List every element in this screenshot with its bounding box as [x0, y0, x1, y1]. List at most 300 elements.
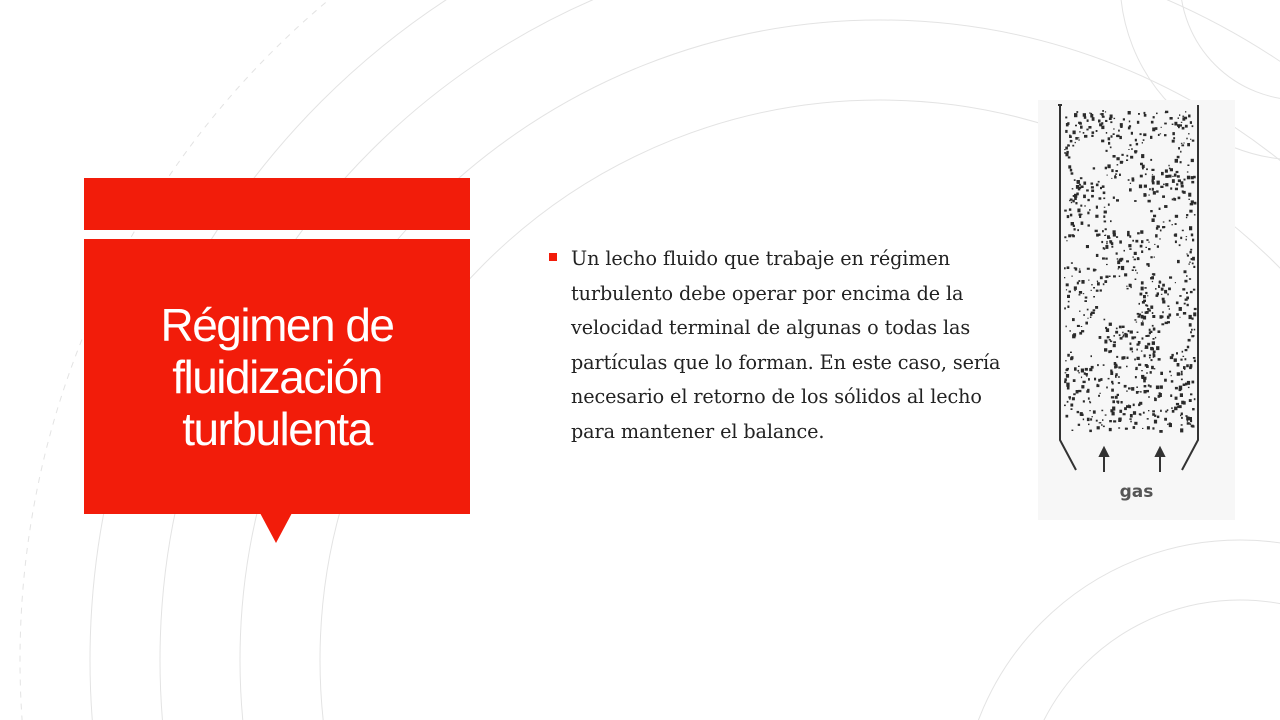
particle: [1187, 255, 1189, 257]
particle: [1130, 286, 1131, 288]
particle: [1089, 113, 1091, 114]
particle: [1190, 121, 1192, 124]
particle: [1109, 339, 1111, 341]
particle: [1155, 337, 1156, 339]
particle: [1135, 240, 1138, 243]
particle: [1188, 387, 1190, 388]
particle: [1162, 311, 1164, 313]
particle: [1124, 273, 1127, 276]
particle: [1064, 267, 1066, 269]
particle: [1193, 382, 1194, 383]
particle: [1083, 132, 1085, 134]
particle: [1106, 150, 1108, 152]
particle: [1159, 281, 1162, 283]
particle: [1077, 180, 1080, 184]
particle: [1119, 174, 1121, 176]
particle: [1169, 308, 1170, 309]
particle: [1064, 236, 1066, 238]
particle: [1113, 133, 1115, 135]
particle: [1070, 330, 1071, 332]
particle: [1151, 359, 1153, 361]
particle: [1144, 114, 1147, 117]
particle: [1064, 381, 1066, 383]
particle: [1064, 405, 1066, 407]
particle: [1131, 387, 1134, 391]
particle: [1125, 428, 1128, 430]
particle: [1185, 111, 1186, 112]
particle: [1092, 416, 1093, 417]
particle: [1107, 336, 1110, 338]
particle: [1083, 400, 1085, 402]
particle: [1183, 384, 1186, 387]
particle: [1107, 175, 1108, 176]
particle: [1190, 423, 1191, 425]
particle: [1133, 411, 1136, 415]
particle: [1143, 295, 1146, 298]
particle: [1143, 412, 1145, 414]
particle: [1137, 272, 1138, 273]
particle: [1084, 116, 1087, 118]
particle: [1093, 296, 1095, 298]
particle: [1159, 430, 1162, 433]
particle: [1160, 133, 1161, 134]
particle: [1168, 288, 1171, 291]
particle: [1085, 297, 1088, 299]
particle: [1161, 323, 1164, 325]
particle: [1113, 155, 1116, 158]
particle: [1090, 113, 1092, 114]
particle: [1068, 301, 1070, 303]
particle: [1152, 410, 1155, 412]
particle: [1172, 199, 1174, 201]
particle: [1143, 380, 1146, 383]
particle: [1177, 156, 1180, 159]
particle: [1138, 341, 1141, 344]
particle: [1090, 114, 1093, 118]
particle: [1129, 188, 1132, 191]
particle: [1083, 113, 1086, 117]
particle: [1102, 419, 1103, 421]
particle: [1190, 139, 1191, 140]
particle: [1116, 328, 1118, 330]
particle: [1070, 404, 1073, 407]
particle: [1083, 314, 1085, 316]
particle: [1168, 175, 1171, 178]
particle: [1105, 414, 1107, 415]
particle: [1190, 393, 1192, 395]
particle: [1117, 135, 1119, 137]
particle: [1154, 244, 1155, 245]
particle: [1085, 368, 1088, 371]
particle: [1130, 414, 1133, 418]
particle: [1109, 428, 1112, 431]
particle: [1110, 147, 1112, 149]
particle: [1155, 288, 1156, 290]
particle: [1138, 404, 1140, 407]
particle: [1141, 350, 1143, 351]
particle: [1156, 294, 1159, 297]
particle: [1178, 197, 1181, 200]
particle: [1119, 326, 1122, 329]
particle: [1113, 275, 1116, 277]
particle: [1194, 398, 1196, 400]
particle: [1073, 393, 1076, 395]
particle: [1188, 193, 1191, 197]
particle: [1138, 113, 1140, 115]
fluidized-bed-figure: [1038, 100, 1235, 520]
particle: [1182, 230, 1184, 232]
particle: [1079, 332, 1082, 335]
particle: [1116, 236, 1118, 238]
particle: [1185, 383, 1187, 386]
particle: [1079, 291, 1082, 294]
particle: [1065, 130, 1067, 133]
particle: [1180, 161, 1182, 163]
particle: [1192, 408, 1195, 410]
particle: [1083, 293, 1084, 294]
particle: [1186, 364, 1189, 367]
particle: [1075, 202, 1077, 204]
particle: [1083, 381, 1086, 383]
particle: [1096, 130, 1097, 132]
particle: [1169, 371, 1171, 373]
particle: [1183, 356, 1185, 357]
particle: [1105, 120, 1107, 122]
particle: [1123, 356, 1126, 359]
particle: [1173, 137, 1175, 139]
particle: [1121, 154, 1123, 156]
particle: [1146, 168, 1148, 170]
particle: [1092, 117, 1095, 121]
particle: [1185, 125, 1188, 128]
particle: [1152, 176, 1155, 180]
particle: [1100, 393, 1101, 394]
particle: [1113, 341, 1116, 343]
particle: [1164, 379, 1167, 382]
particle: [1142, 142, 1143, 143]
particle: [1124, 407, 1127, 410]
particle: [1079, 311, 1080, 313]
particle: [1146, 372, 1147, 374]
particle: [1076, 390, 1079, 394]
particle: [1126, 159, 1128, 161]
particle: [1117, 394, 1119, 396]
particle: [1146, 239, 1148, 241]
particle: [1142, 312, 1143, 313]
particle: [1104, 280, 1107, 283]
particle: [1146, 311, 1149, 314]
particle: [1088, 397, 1090, 399]
particle: [1083, 419, 1084, 421]
particle: [1184, 179, 1186, 181]
particle: [1105, 228, 1107, 230]
particle: [1097, 364, 1099, 366]
particle: [1116, 331, 1118, 333]
particle: [1152, 341, 1155, 345]
gas-arrow-icon: [1100, 448, 1164, 472]
particle: [1065, 372, 1067, 373]
particle: [1066, 283, 1069, 286]
particle: [1069, 135, 1071, 136]
particle: [1185, 415, 1187, 417]
particle: [1097, 426, 1100, 429]
particle: [1112, 407, 1115, 411]
particle: [1149, 357, 1151, 359]
particle: [1101, 410, 1103, 412]
particle: [1130, 343, 1132, 345]
particle: [1194, 202, 1197, 205]
particle: [1127, 288, 1129, 290]
particle: [1153, 328, 1156, 331]
particle: [1144, 390, 1147, 393]
particle: [1072, 200, 1074, 203]
particle: [1194, 308, 1197, 310]
particle: [1190, 420, 1192, 422]
particle: [1131, 148, 1133, 150]
particle: [1113, 420, 1116, 422]
particle: [1184, 270, 1187, 273]
particle: [1065, 360, 1066, 361]
particle: [1134, 252, 1137, 255]
particle: [1102, 185, 1105, 188]
particle: [1119, 418, 1122, 421]
particle: [1193, 266, 1195, 268]
particle: [1147, 343, 1150, 346]
particle: [1179, 244, 1181, 246]
particle: [1189, 263, 1190, 264]
particle: [1181, 424, 1183, 426]
particle: [1175, 387, 1178, 390]
particle: [1110, 370, 1112, 372]
particle: [1104, 221, 1107, 223]
particle: [1100, 422, 1101, 423]
particle: [1172, 124, 1174, 125]
particle: [1071, 408, 1073, 410]
particle: [1120, 337, 1123, 340]
particle: [1128, 127, 1131, 130]
particle: [1167, 424, 1168, 425]
particle: [1079, 294, 1081, 295]
particle: [1179, 388, 1182, 391]
particle: [1152, 128, 1155, 132]
particle: [1110, 341, 1112, 343]
particle: [1141, 250, 1143, 253]
particle: [1133, 404, 1135, 407]
particle: [1073, 379, 1076, 382]
particle: [1106, 387, 1108, 389]
particle: [1149, 329, 1151, 331]
particle: [1074, 113, 1077, 117]
particle: [1149, 355, 1151, 357]
particle: [1087, 199, 1089, 201]
particle: [1110, 220, 1112, 222]
particle: [1077, 325, 1080, 327]
particle: [1078, 139, 1080, 140]
particle: [1175, 282, 1176, 283]
slide-title: Régimen de fluidización turbulenta: [160, 298, 394, 455]
particle: [1068, 156, 1071, 158]
particle: [1135, 139, 1137, 142]
particle: [1150, 347, 1153, 350]
particle: [1098, 395, 1100, 397]
particle: [1188, 199, 1190, 200]
particle: [1086, 189, 1089, 191]
particle: [1154, 257, 1155, 258]
particle: [1095, 215, 1098, 218]
particle: [1188, 115, 1190, 118]
particle: [1111, 246, 1113, 248]
particle: [1123, 118, 1125, 120]
particle: [1100, 289, 1102, 291]
particle: [1110, 121, 1112, 123]
particle: [1116, 252, 1118, 254]
particle: [1165, 322, 1168, 324]
particle: [1159, 208, 1161, 210]
particle: [1097, 384, 1099, 386]
particle: [1064, 307, 1066, 309]
particle: [1128, 149, 1129, 150]
particle: [1157, 416, 1159, 419]
particle: [1154, 398, 1157, 401]
particle: [1141, 154, 1144, 158]
particle: [1135, 279, 1137, 281]
particle: [1178, 147, 1180, 149]
particle: [1098, 379, 1100, 382]
particle: [1170, 117, 1173, 120]
particle: [1162, 298, 1165, 301]
particle: [1150, 136, 1152, 139]
particle: [1136, 387, 1138, 388]
particle: [1138, 316, 1141, 318]
particle: [1164, 418, 1167, 421]
particle: [1168, 165, 1169, 167]
particle: [1181, 417, 1183, 419]
particle: [1084, 300, 1087, 302]
particle: [1152, 181, 1155, 184]
particle: [1065, 147, 1068, 150]
particle: [1181, 122, 1183, 123]
particle: [1136, 349, 1138, 351]
particle: [1081, 377, 1082, 379]
particle: [1156, 346, 1159, 350]
particle: [1102, 116, 1105, 118]
particle: [1191, 200, 1194, 203]
particle: [1081, 369, 1084, 373]
particle: [1098, 120, 1101, 123]
particle: [1118, 268, 1119, 269]
particle: [1132, 240, 1134, 242]
particle: [1188, 133, 1190, 134]
particle: [1082, 387, 1084, 389]
particle: [1084, 372, 1086, 375]
particle: [1135, 270, 1136, 272]
particle: [1096, 290, 1099, 292]
particle: [1174, 358, 1177, 362]
particle: [1118, 376, 1120, 377]
particle: [1091, 355, 1093, 357]
particle: [1182, 190, 1184, 192]
particle: [1187, 420, 1188, 422]
particle: [1193, 312, 1196, 316]
particle: [1192, 263, 1194, 265]
particle: [1094, 378, 1096, 381]
particle: [1067, 266, 1070, 269]
particle: [1141, 315, 1144, 319]
particle: [1131, 336, 1134, 339]
particle: [1068, 396, 1071, 398]
particle: [1159, 238, 1161, 239]
particle: [1109, 420, 1112, 422]
particle: [1152, 188, 1154, 191]
particle: [1114, 175, 1116, 176]
particle: [1079, 122, 1082, 124]
particle: [1154, 368, 1156, 369]
particle: [1157, 181, 1160, 185]
fluidized-bed-diagram: [1038, 100, 1235, 520]
particle: [1147, 295, 1148, 296]
particle: [1142, 301, 1145, 304]
particle: [1179, 124, 1182, 126]
particle: [1184, 303, 1186, 305]
particle: [1186, 239, 1187, 241]
particle: [1132, 351, 1133, 352]
particle: [1101, 424, 1103, 425]
particle: [1144, 385, 1147, 387]
particle: [1151, 366, 1154, 369]
particle: [1074, 290, 1076, 291]
particle: [1151, 276, 1154, 279]
particle: [1086, 376, 1087, 377]
particle: [1151, 169, 1154, 171]
particle: [1105, 245, 1108, 249]
particle: [1161, 288, 1164, 291]
particle: [1089, 402, 1091, 404]
particle: [1156, 113, 1158, 115]
particle: [1101, 140, 1104, 143]
particle: [1117, 164, 1119, 165]
particle: [1075, 125, 1077, 127]
particle: [1153, 116, 1155, 118]
particle: [1181, 379, 1183, 381]
particle: [1158, 330, 1161, 333]
particle: [1140, 175, 1143, 178]
particle: [1093, 309, 1096, 311]
particle: [1071, 262, 1073, 264]
particle: [1165, 169, 1168, 172]
particle: [1140, 230, 1143, 234]
particle: [1162, 300, 1165, 303]
particle: [1092, 195, 1093, 197]
particle: [1192, 125, 1194, 127]
bullet-item: [546, 242, 1016, 449]
particle: [1176, 403, 1179, 405]
particle: [1183, 143, 1184, 144]
particle: [1075, 137, 1078, 140]
particle: [1109, 276, 1111, 277]
particle: [1189, 278, 1191, 280]
particle: [1122, 326, 1125, 328]
particle: [1182, 116, 1184, 117]
particle: [1117, 403, 1119, 404]
particle: [1113, 233, 1116, 236]
particle: [1153, 338, 1155, 340]
particle: [1170, 187, 1172, 189]
particle: [1129, 121, 1130, 123]
particle: [1192, 140, 1195, 142]
particle: [1150, 371, 1152, 374]
particle: [1164, 123, 1167, 125]
particle: [1118, 366, 1121, 368]
